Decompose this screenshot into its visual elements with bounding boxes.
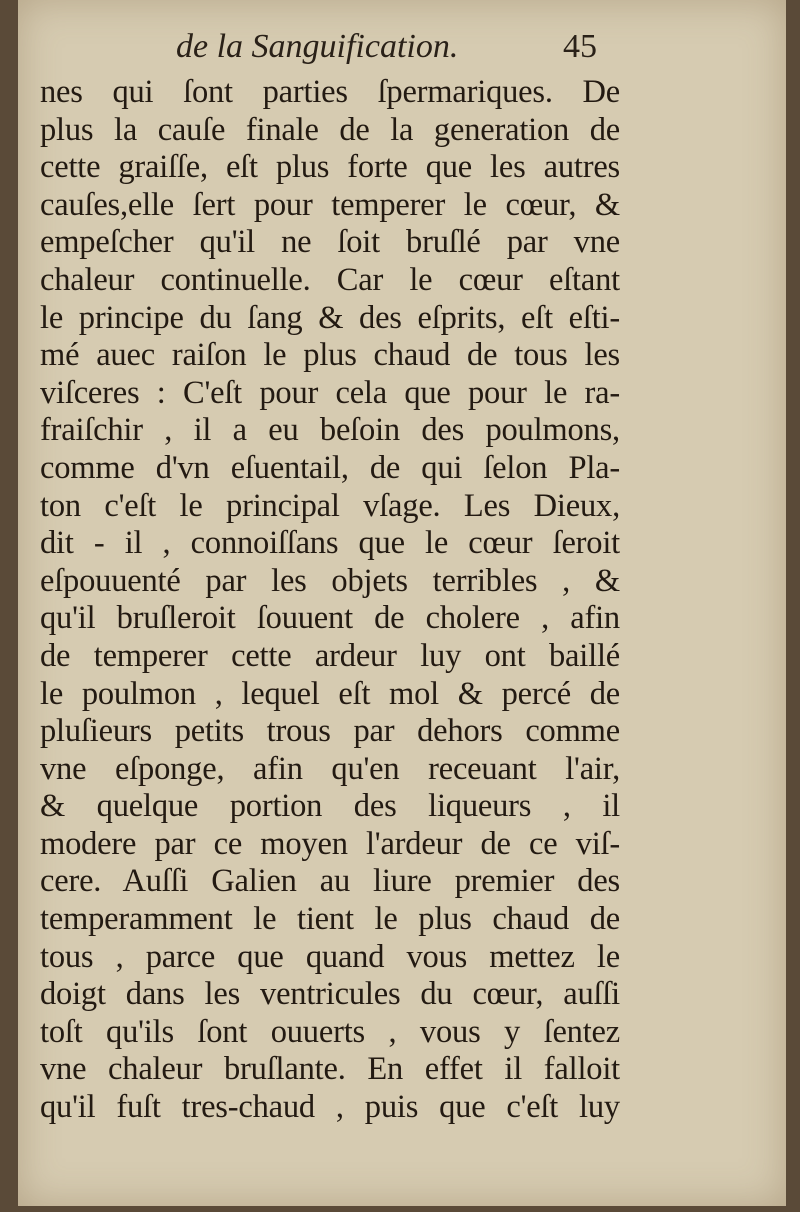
text-line: pluſieurs petits trous par dehors comme xyxy=(40,713,620,750)
text-line: empeſcher qu'il ne ſoit bruſlé par vne xyxy=(40,224,620,261)
text-line: cere. Auſſi Galien au liure premier des xyxy=(40,863,620,900)
text-line: cette graiſſe, eſt plus forte que les autres xyxy=(40,149,620,186)
text-line: doigt dans les ventricules du cœur, auſſi xyxy=(40,976,620,1013)
text-line: mé auec raiſon le plus chaud de tous les xyxy=(40,337,620,374)
text-line: temperamment le tient le plus chaud de xyxy=(40,901,620,938)
text-line: fraiſchir , il a eu beſoin des poulmons, xyxy=(40,412,620,449)
text-line: viſceres : C'eſt pour cela que pour le ra- xyxy=(40,374,620,411)
text-line: eſpouuenté par les objets terribles , & xyxy=(40,562,620,599)
running-title: de la Sanguification. xyxy=(176,28,459,65)
text-line: chaleur continuelle. Car le cœur eſtant xyxy=(40,261,620,298)
text-line: modere par ce moyen l'ardeur de ce viſ- xyxy=(40,825,620,862)
text-line: le poulmon , lequel eſt mol & percé de xyxy=(40,675,620,712)
text-line: vne eſponge, afin qu'en receuant l'air, xyxy=(40,750,620,787)
text-line: tous , parce que quand vous mettez le xyxy=(40,938,620,975)
text-line: comme d'vn eſuentail, de qui ſelon Pla- xyxy=(40,449,620,486)
text-line: nes qui ſont parties ſpermariques. De xyxy=(40,74,620,110)
text-line: cauſes,elle ſert pour temperer le cœur, & xyxy=(40,186,620,223)
text-line: qu'il bruſleroit ſouuent de cholere , afin xyxy=(40,600,620,637)
text-line: plus la cauſe finale de la generation de xyxy=(40,111,620,148)
text-line: & quelque portion des liqueurs , il xyxy=(40,788,620,825)
text-line: le principe du ſang & des eſprits, eſt eſti- xyxy=(40,299,620,336)
text-line: vne chaleur bruſlante. En effet il falloit xyxy=(40,1051,620,1088)
text-line: ton c'eſt le principal vſage. Les Dieux, xyxy=(40,487,620,524)
page-header xyxy=(18,24,786,72)
body-text xyxy=(40,74,620,1127)
text-line: dit - il , connoiſſans que le cœur ſeroit xyxy=(40,525,620,562)
book-page xyxy=(18,0,786,1206)
text-line: de temperer cette ardeur luy ont baillé xyxy=(40,637,620,674)
text-line: qu'il fuſt tres-chaud , puis que c'eſt luy xyxy=(40,1089,620,1126)
text-line: toſt qu'ils ſont ouuerts , vous y ſentez xyxy=(40,1013,620,1050)
page-number: 45 xyxy=(563,28,597,65)
